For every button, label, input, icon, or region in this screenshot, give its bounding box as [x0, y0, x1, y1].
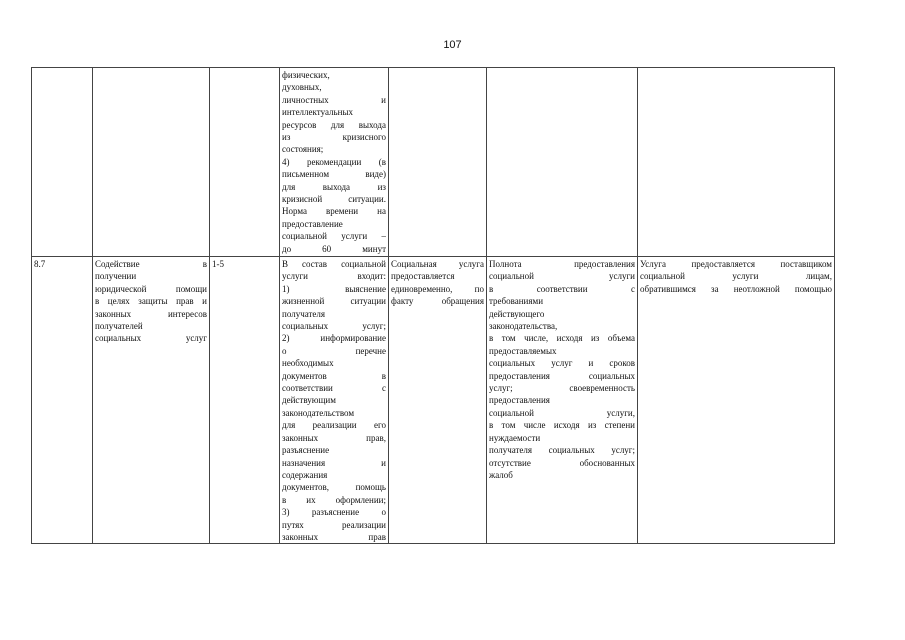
- cell-conditions: [389, 257, 487, 544]
- cell-line: письменном виде): [282, 169, 386, 180]
- cell-line: предоставления: [489, 395, 550, 406]
- cell-line: социальных услуг;: [282, 321, 386, 332]
- cell-line: предоставляется: [391, 271, 455, 282]
- cell-line: обратившимся за неотложной помощью: [640, 283, 832, 294]
- table-row: [32, 257, 835, 544]
- cell-line: получателя социальных услуг;: [489, 445, 635, 456]
- cell-line: предоставляемых: [489, 345, 557, 356]
- cell-line: получении: [95, 271, 137, 282]
- cell-line: назначения и: [282, 457, 386, 468]
- cell-line: законных интересов: [95, 308, 207, 319]
- cell-notes: [638, 68, 835, 257]
- cell-number: [32, 257, 93, 544]
- cell-line: законодательства,: [489, 321, 558, 332]
- cell-service-name: [93, 257, 210, 544]
- cell-line: содержания: [282, 469, 328, 480]
- cell-line: разъяснение: [282, 445, 330, 456]
- cell-line: для реализации его: [282, 420, 386, 431]
- cell-line: в том числе, исходя из объема: [489, 333, 635, 344]
- cell-line: состояния;: [282, 144, 324, 155]
- cell-line: Услуга предоставляется поставщиком: [640, 259, 832, 269]
- cell-line: интеллектуальных: [282, 107, 354, 118]
- cell-line: 2) информирование: [282, 333, 386, 344]
- cell-line: нуждаемости: [489, 432, 541, 443]
- cell-line: документов в: [282, 370, 386, 381]
- services-table: [31, 67, 835, 544]
- cell-text: 8.7: [34, 259, 46, 269]
- cell-line: 4) рекомендации (в: [282, 156, 386, 167]
- cell-line: о перечне: [282, 345, 386, 356]
- cell-code: [210, 68, 280, 257]
- cell-line: Содействие в: [95, 259, 207, 269]
- cell-line: социальной услуги лицам,: [640, 271, 832, 282]
- cell-line: в их оформлении;: [282, 494, 386, 505]
- cell-text: 1-5: [212, 259, 224, 269]
- cell-line: социальной услуги: [489, 271, 635, 282]
- cell-line: Полнота предоставления: [489, 259, 635, 269]
- cell-line: предоставление: [282, 218, 343, 229]
- cell-line: законодательством: [282, 407, 355, 418]
- cell-line: в том числе исходя из степени: [489, 420, 635, 431]
- cell-line: юридической помощи: [95, 283, 207, 294]
- cell-number: [32, 68, 93, 257]
- cell-line: личностных и: [282, 94, 386, 105]
- cell-line: ресурсов для выхода: [282, 119, 386, 130]
- cell-code: [210, 257, 280, 544]
- cell-line: соответствии с: [282, 383, 386, 394]
- cell-notes: [638, 257, 835, 544]
- cell-line: законных прав: [282, 531, 386, 542]
- cell-line: в целях защиты прав и: [95, 296, 207, 307]
- cell-line: до 60 минут: [282, 243, 386, 254]
- cell-line: духовных,: [282, 82, 322, 93]
- cell-line: услуг; своевременность: [489, 383, 635, 394]
- cell-line: социальной услуги,: [489, 407, 635, 418]
- cell-line: социальной услуги –: [282, 231, 386, 242]
- cell-line: предоставления социальных: [489, 370, 635, 381]
- cell-indicators: [487, 68, 638, 257]
- cell-line: Норма времени на: [282, 206, 386, 217]
- cell-line: услуги входит:: [282, 271, 386, 282]
- cell-line: 1) выяснение: [282, 283, 386, 294]
- cell-line: законных прав,: [282, 432, 386, 443]
- cell-line: жалоб: [489, 469, 513, 480]
- cell-description: [280, 257, 389, 544]
- cell-line: из кризисного: [282, 132, 386, 143]
- cell-line: получателей: [95, 321, 143, 332]
- cell-service-name: [93, 68, 210, 257]
- cell-line: кризисной ситуации.: [282, 194, 386, 205]
- cell-line: для выхода из: [282, 181, 386, 192]
- cell-line: 3) разъяснение о: [282, 507, 386, 518]
- cell-line: факту обращения: [391, 296, 484, 307]
- cell-conditions: [389, 68, 487, 257]
- cell-description: [280, 68, 389, 257]
- cell-line: путях реализации: [282, 519, 386, 530]
- cell-line: единовременно, по: [391, 283, 484, 294]
- cell-line: отсутствие обоснованных: [489, 457, 635, 468]
- cell-line: жизненной ситуации: [282, 296, 386, 307]
- cell-line: социальных услуг: [95, 333, 207, 344]
- page-number: 107: [443, 39, 462, 51]
- cell-line: получателя: [282, 308, 326, 319]
- cell-line: документов, помощь: [282, 482, 386, 493]
- cell-line: действующего: [489, 308, 545, 319]
- table-row: [32, 68, 835, 257]
- cell-line: требованиями: [489, 296, 544, 307]
- cell-line: действующим: [282, 395, 336, 406]
- cell-line: В состав социальной: [282, 259, 386, 269]
- cell-line: в соответствии с: [489, 283, 635, 294]
- cell-line: Социальная услуга: [391, 259, 484, 269]
- cell-line: необходимых: [282, 358, 334, 369]
- cell-line: физических,: [282, 70, 330, 80]
- cell-indicators: [487, 257, 638, 544]
- cell-line: социальных услуг и сроков: [489, 358, 635, 369]
